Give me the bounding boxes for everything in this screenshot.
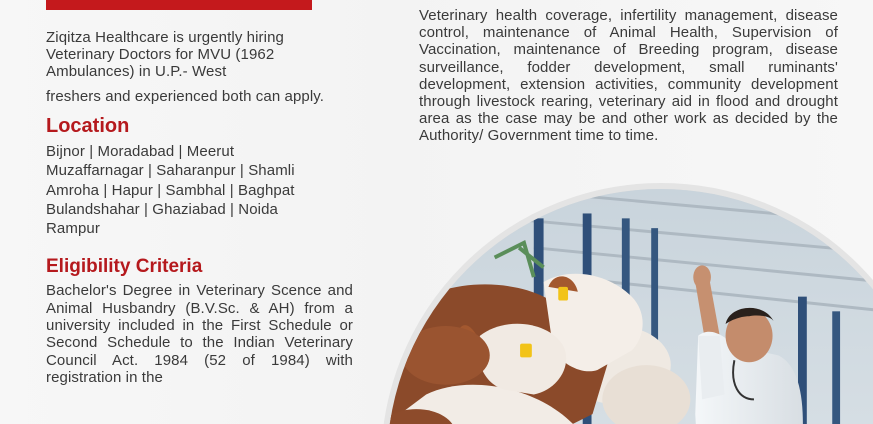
left-column bbox=[46, 29, 356, 386]
location-line: Amroha | Hapur | Sambhal | Baghpat bbox=[46, 181, 295, 199]
eligibility-paragraph: Bachelor's Degree in Veterinary Scence and Animal Husbandry (B.V.Sc. & AH) from a university included in the First Schedule or Second Schedule to the Indian Veterinary Council Act. 1984 (52 of 1984) with registration in the bbox=[46, 282, 353, 386]
location-list bbox=[46, 142, 356, 238]
location-heading: Location bbox=[46, 115, 130, 137]
duties-paragraph: Veterinary health coverage, infertility management, disease control, maintenance of Animal Health, Supervision of Vaccination, maintenance of Breeding program, disease surveillance, fodder development, small ruminants' development, extension activities, community development through livestock rearing, veterinary aid in flood and drought area as the case may be and other work as decided by the Authority/ Government time to time. bbox=[419, 7, 838, 145]
location-line: Muzaffarnagar | Saharanpur | Shamli bbox=[46, 162, 295, 180]
intro-paragraph: Ziqitza Healthcare is urgently hiring Veterinary Doctors for MVU (1962 Ambulances) in U.P.- West bbox=[46, 29, 284, 80]
eligibility-heading: Eligibility Criteria bbox=[46, 256, 203, 278]
intro-applicants-note: freshers and experienced both can apply. bbox=[46, 88, 325, 105]
veterinary-photo bbox=[381, 183, 873, 424]
location-line: Bulandshahar | Ghaziabad | Noida bbox=[46, 200, 278, 218]
cows-and-veterinarian-illustration bbox=[387, 189, 873, 424]
header-banner bbox=[46, 0, 312, 10]
location-line: Bijnor | Moradabad | Meerut bbox=[46, 143, 235, 160]
location-line: Rampur bbox=[46, 220, 100, 238]
